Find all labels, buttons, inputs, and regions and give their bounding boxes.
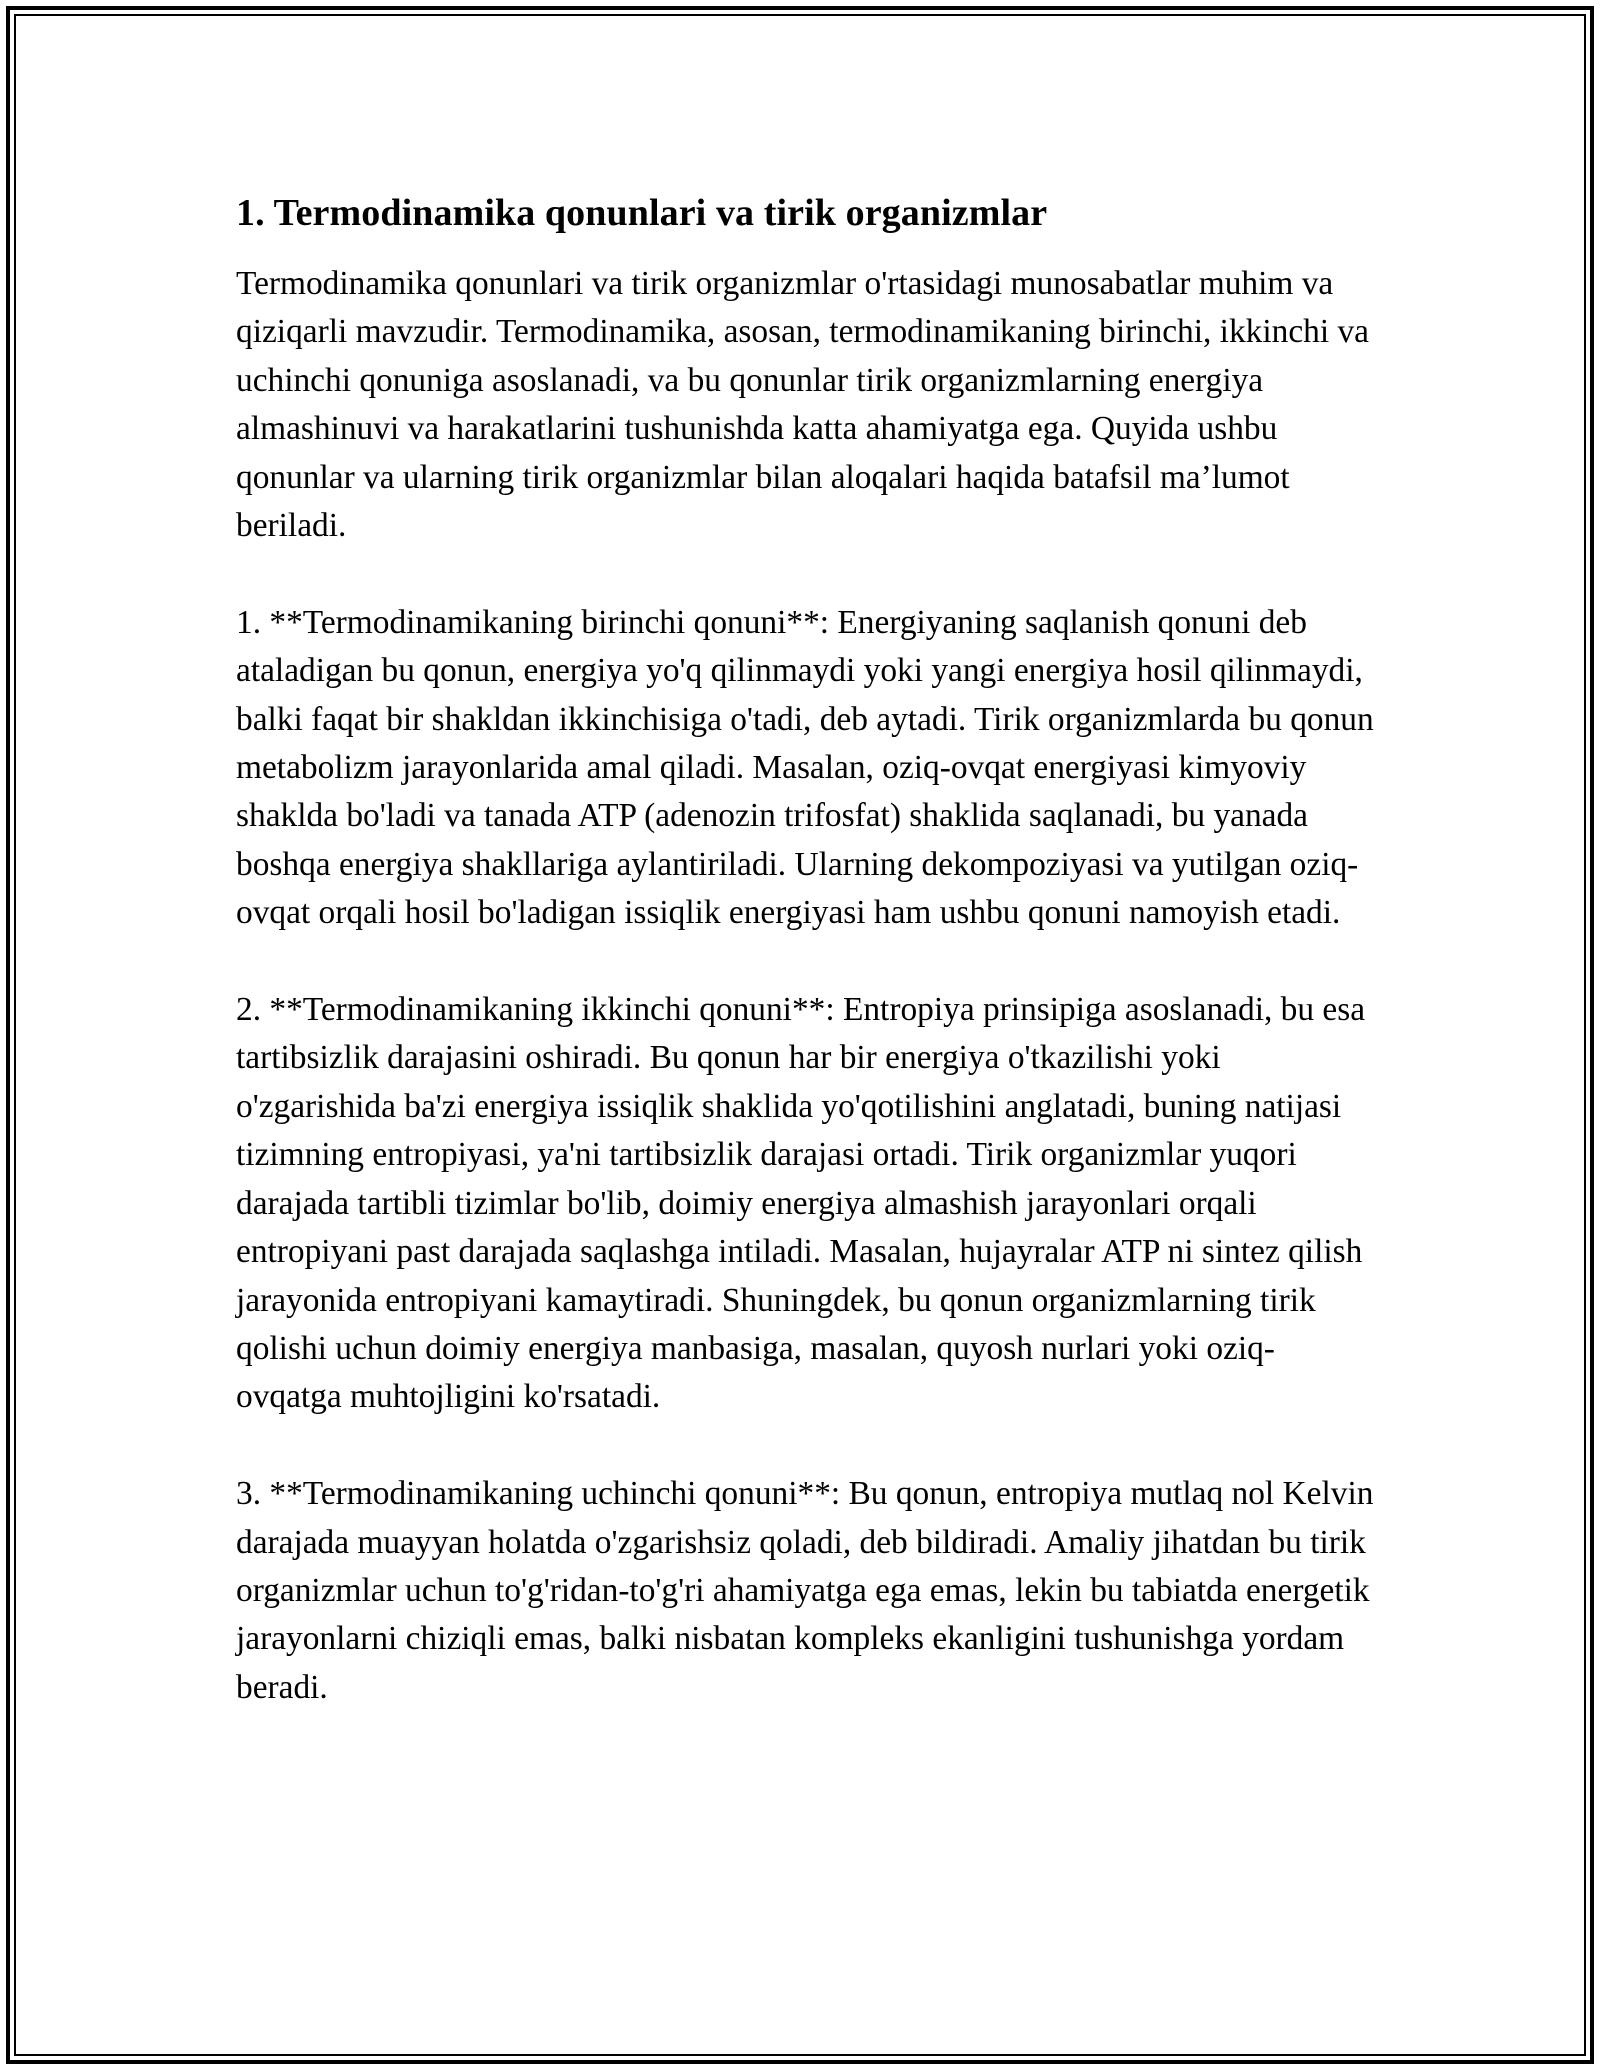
paragraph-second-law: 2. **Termodinamikaning ikkinchi qonuni**: Entropiya prinsipiga asoslanadi, bu esa tartibsizlik darajasini oshiradi. Bu qonun har bir energiya o'tkazilishi yoki o'zgarishida ba'zi energiya issiqlik shaklida yo'qotilishini anglatadi, buning natijasi tizimning entropiyasi, ya'ni tartibsizlik darajasi ortadi. Tirik organizmlar yuqori darajada tartibli tizimlar bo'lib, doimiy energiya almashish jarayonlari orqali entropiyani past darajada saqlashga intiladi. Masalan, hujayralar ATP ni sintez qilish jarayonida entropiyani kamaytiradi. Shuningdek, bu qonun organizmlarning tirik qolishi uchun doimiy energiya manbasiga, masalan, quyosh nurlari yoki oziq-ovqatga muhtojligini ko'rsatadi. xyxy=(236,991,1366,1416)
document-title: 1. Termodinamika qonunlari va tirik organizmlar xyxy=(236,192,1048,234)
document-body xyxy=(236,190,1376,1712)
paragraph-first-law: 1. **Termodinamikaning birinchi qonuni**: Energiyaning saqlanish qonuni deb ataladigan bu qonun, energiya yo'q qilinmaydi yoki yangi energiya hosil qilinmaydi, balki faqat bir shakldan ikkinchisiga o'tadi, deb aytadi. Tirik organizmlarda bu qonun metabolizm jarayonlarida amal qiladi. Masalan, oziq-ovqat energiyasi kimyoviy shaklda bo'ladi va tanada ATP (adenozin trifosfat) shaklida saqlanadi, bu yanada boshqa energiya shakllariga aylantiriladi. Ularning dekompoziyasi va yutilgan oziq-ovqat orqali hosil bo'ladigan issiqlik energiyasi ham ushbu qonuni namoyish etadi. xyxy=(236,603,1374,932)
paragraph-intro: Termodinamika qonunlari va tirik organizmlar o'rtasidagi munosabatlar muhim va qiziqarli mavzudir. Termodinamika, asosan, termodinamikaning birinchi, ikkinchi va uchinchi qonuniga asoslanadi, va bu qonunlar tirik organizmlarning energiya almashinuvi va harakatlarini tushunishda katta ahamiyatga ega. Quyida ushbu qonunlar va ularning tirik organizmlar bilan aloqalari haqida batafsil ma’lumot beriladi. xyxy=(236,265,1369,545)
paragraph-third-law: 3. **Termodinamikaning uchinchi qonuni**: Bu qonun, entropiya mutlaq nol Kelvin darajada muayyan holatda o'zgarishsiz qoladi, deb bildiradi. Amaliy jihatdan bu tirik organizmlar uchun to'g'ridan-to'g'ri ahamiyatga ega emas, lekin bu tabiatda energetik jarayonlarni chiziqli emas, balki nisbatan kompleks ekanligini tushunishga yordam beradi. xyxy=(236,1475,1374,1706)
